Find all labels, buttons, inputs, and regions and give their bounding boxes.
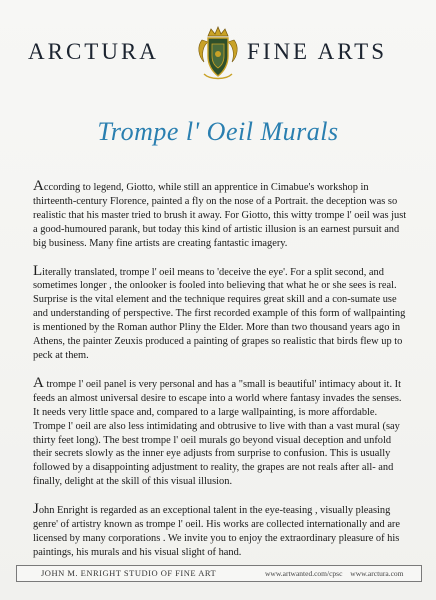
footer-bar	[16, 565, 422, 582]
brand-name-left: ARCTURA	[28, 39, 159, 64]
footer-url-arctura[interactable]: www.arctura.com	[350, 569, 404, 578]
header	[0, 22, 436, 82]
paragraph-enright: John Enright is regarded as an exceptional talent in the eye-teasing , visually pleasing genre' of artistry known as trompe l' oeil. His works are collected internationally and are licensed by many corporations . We invite you to enjoy the extraordinary pleasure of his paintings, his murals and his visual slight of hand.	[33, 501, 401, 558]
footer-urls	[265, 569, 410, 578]
heraldic-crest-icon	[196, 26, 240, 82]
footer-studio-name: JOHN M. ENRIGHT STUDIO OF FINE ART	[41, 568, 217, 578]
body-text	[33, 180, 410, 574]
brand-name-right: FINE ARTS	[247, 39, 388, 64]
paragraph-definition: Literally translated, trompe l' oeil means to 'deceive the eye'. For a split second, and sometimes longer , the onlooker is fooled into believing that what he or she sees is real. Surprise is the vital element and the technique requires great skill and a con-sumate use and understanding of perspective. The first recorded example of this form of wallpainting is mentioned by the Roman author Pliny the Elder. More than two thousand years ago in Athens, the painter Zeuxis produced a painting of grapes so realistic that birds flew up to peck at them.	[33, 262, 406, 361]
page-title: Trompe l' Oeil Murals	[97, 117, 339, 146]
footer-url-artwanted[interactable]: www.artwanted.com/cpsc	[265, 569, 343, 578]
paragraph-panel: A trompe l' oeil panel is very personal and has a "small is beautiful' intimacy about it. It feeds an almost universal desire to escape into a world where fantasy invades the senses. It needs very little space and, compared to a large wallpainting, is more affordable. Trompe l' oeil are also less intimidating and obtrusive to live with than a vast mural (say thirty feet long). The best trompe l' oeil murals go beyond visual deception and unfold their secrets slowly as the inner eye adjusts from surprise to confusion. This is usually followed by a disappointing adjustment to reality, the grapes are not reals after all- and finally, delight at the skill of this visual illusion.	[33, 374, 402, 488]
paragraph-giotto: According to legend, Giotto, while still an apprentice in Cimabue's workshop in thirteenth-century Florence, painted a fly on the nose of a Portrait. the deception was so realistic that his master tried to brush it away. For Giotto, this witty trompe l' oeil was just a good-humoured parank, but today this kind of artistic illusion is an earnest pursuit and big business. Many fine artists are creating fantastic imagery.	[33, 178, 407, 249]
